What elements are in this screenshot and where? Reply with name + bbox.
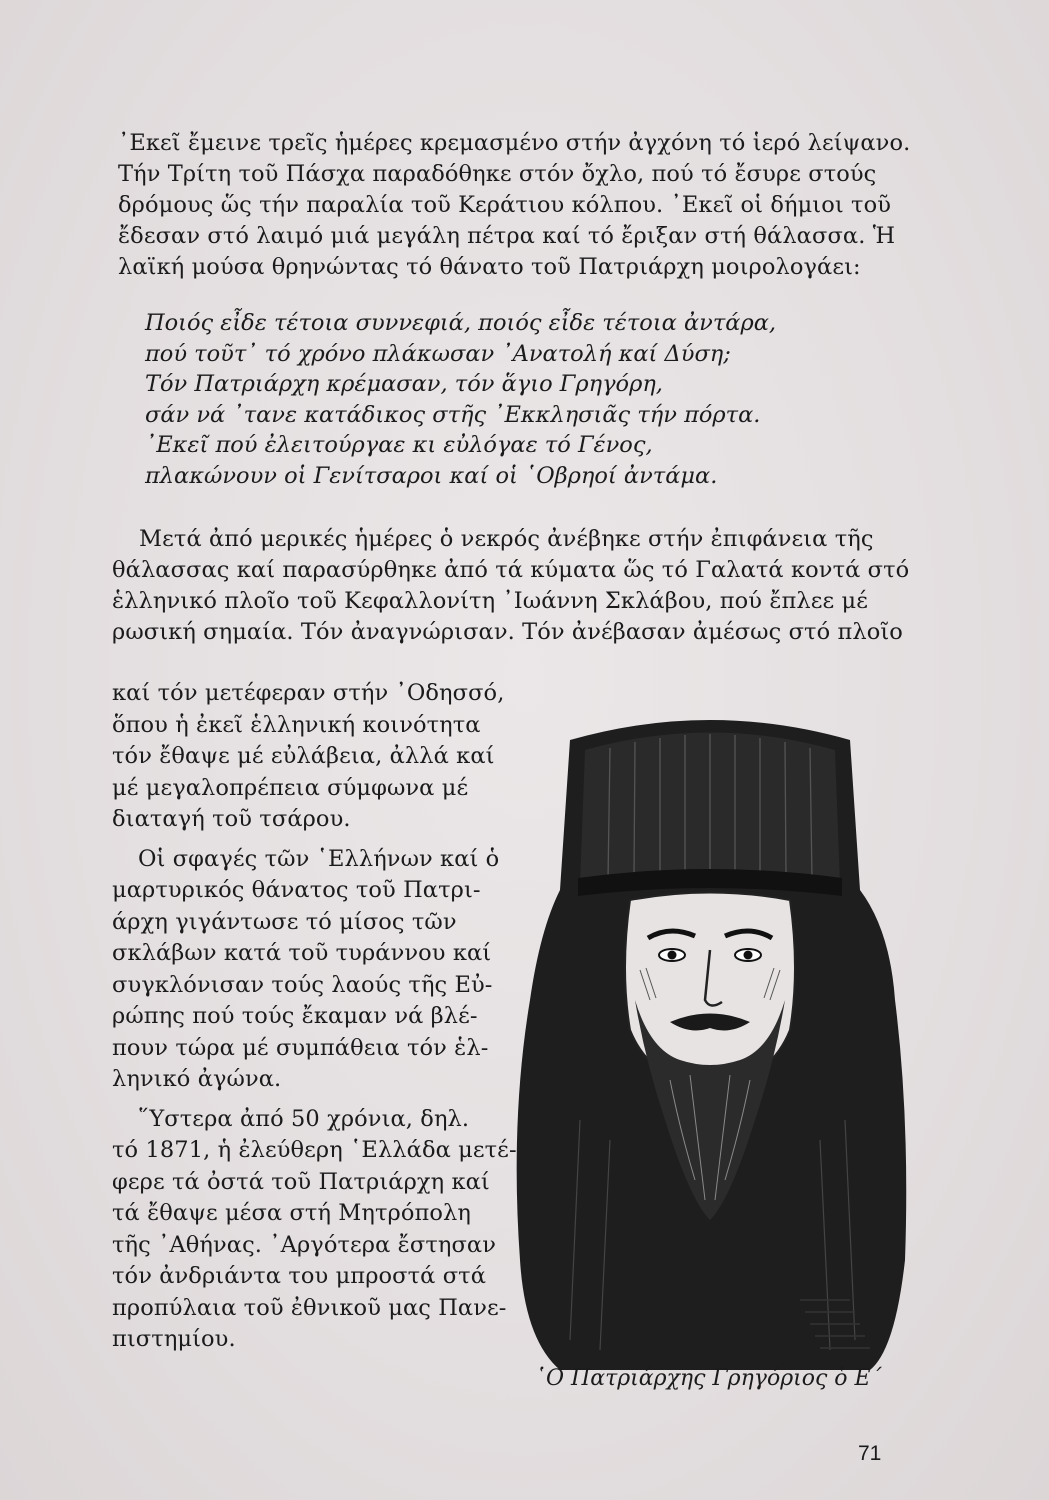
poem-line: σάν νά ᾽τανε κατάδικος στῆς ᾽Εκκλησιᾶς τήν πόρτα. (145, 401, 761, 428)
text-line: Οἱ σφαγές τῶν ῾Ελλήνων καί ὁ (138, 845, 500, 872)
text-line: πιστημίου. (112, 1326, 236, 1352)
text-line: ἑλληνικό πλοῖο τοῦ Κεφαλλονίτη ᾽Ιωάννη Σκλάβου, πού ἔπλεε μέ (112, 588, 868, 614)
page-number: 71 (858, 1442, 882, 1465)
text-line: Μετά ἀπό μερικές ἡμέρες ὁ νεκρός ἀνέβηκε στήν ἐπιφάνεια τῆς (139, 526, 874, 552)
text-line: σκλάβων κατά τοῦ τυράννου καί (112, 940, 492, 966)
text-line: άρχη γιγάντωσε τό μίσος τῶν (112, 908, 457, 935)
text-line: πουν τώρα μέ συμπάθεια τόν ἑλ- (112, 1034, 489, 1061)
text-line: ῞Υστερα ἀπό 50 χρόνια, δηλ. (138, 1105, 470, 1132)
text-line: Τήν Τρίτη τοῦ Πάσχα παραδόθηκε στόν ὄχλο, πού τό ἔσυρε στούς (118, 161, 877, 187)
text-line: τόν ἀνδριάντα του μπροστά στά (112, 1263, 487, 1289)
text-line: ὅπου ἡ ἐκεῖ ἑλληνική κοινότητα (112, 711, 481, 738)
text-line: τά ἔθαψε μέσα στή Μητρόπολη (112, 1200, 471, 1226)
text-line: ρώπης πού τούς ἔκαμαν νά βλέ- (112, 1003, 478, 1029)
text-line: προπύλαια τοῦ ἐθνικοῦ μας Πανε- (112, 1294, 507, 1321)
text-line: τόν ἔθαψε μέ εὐλάβεια, ἀλλά καί (112, 743, 495, 769)
poem-line: ᾽Εκεῖ πού ἐλειτούργαε κι εὐλόγαε τό Γένος, (145, 432, 653, 458)
text-line: ληνικό ἀγώνα. (112, 1066, 282, 1092)
body-paragraph (112, 524, 912, 648)
text-line: συγκλόνισαν τούς λαούς τῆς Εὐ- (112, 971, 493, 998)
figure-caption: ῾Ο Πατριάρχης Γρηγόριος ὁ Ε΄ (535, 1366, 882, 1391)
poem-line: Τόν Πατριάρχη κρέμασαν, τόν ἅγιο Γρηγόρη, (145, 371, 663, 397)
text-line: τό 1871, ἡ ἐλεύθερη ῾Ελλάδα μετέ- (112, 1137, 517, 1163)
intro-paragraph (118, 128, 918, 283)
text-line: μέ μεγαλοπρέπεια σύμφωνα μέ (112, 774, 469, 801)
poem-line: πού τοῦτ᾽ τό χρόνο πλάκωσαν ᾽Ανατολή καί Δύση; (145, 340, 731, 367)
text-line: δρόμους ὥς τήν παραλία τοῦ Κεράτιου κόλπου. ᾽Εκεῖ οἱ δήμιοι τοῦ (118, 192, 892, 218)
text-line: ρωσική σημαία. Τόν ἀναγνώρισαν. Τόν ἀνέβασαν ἀμέσως στό πλοῖο (112, 619, 903, 645)
text-line: ἔδεσαν στό λαιμό μιά μεγάλη πέτρα καί τό ἔριξαν στή θάλασσα. Ἡ (118, 223, 896, 249)
text-line: λαϊκή μούσα θρηνώντας τό θάνατο τοῦ Πατριάρχη μοιρολογάει: (118, 254, 861, 280)
poem-line: πλακώνουν οἱ Γενίτσαροι καί οἱ ῾Οβρηοί ἀντάμα. (145, 462, 718, 489)
text-line: διαταγή τοῦ τσάρου. (112, 806, 351, 832)
text-line: ᾽Εκεῖ ἔμεινε τρεῖς ἡμέρες κρεμασμένο στήν ἀγχόνη τό ἱερό λείψανο. (118, 130, 911, 156)
text-line: φερε τά ὀστά τοῦ Πατριάρχη καί (112, 1168, 490, 1195)
text-line: μαρτυρικός θάνατος τοῦ Πατρι- (112, 877, 481, 903)
poem-line: Ποιός εἶδε τέτοια συννεφιά, ποιός εἶδε τέτοια ἀντάρα, (145, 310, 777, 336)
patriarch-portrait (500, 700, 920, 1380)
left-column-text (112, 678, 517, 1356)
text-line: τῆς ᾽Αθήνας. ᾽Αργότερα ἔστησαν (112, 1231, 496, 1258)
text-line: καί τόν μετέφεραν στήν ᾽Οδησσό, (112, 680, 505, 706)
text-line: θάλασσας καί παρασύρθηκε ἀπό τά κύματα ὥς τό Γαλατά κοντά στό (112, 557, 910, 583)
lament-poem (145, 308, 905, 491)
